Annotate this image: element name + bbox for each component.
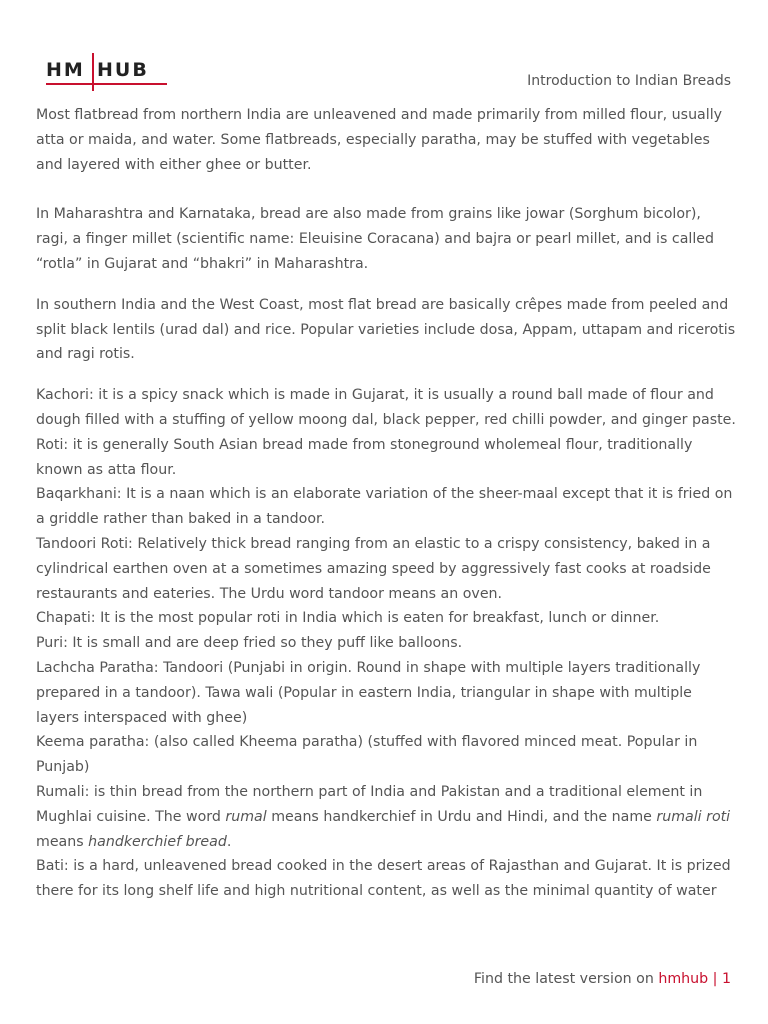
rumali-text-2: means handkerchief in Urdu and Hindi, and the name bbox=[266, 808, 657, 825]
rumali-text-3: means bbox=[36, 833, 89, 850]
rumali-italic-rumali-roti: rumali roti bbox=[656, 808, 731, 825]
bread-entry-roti: Roti: it is generally South Asian bread made from stoneground wholemeal flour, traditionally known as atta flour. bbox=[36, 436, 693, 478]
bread-entry-lachcha-paratha: Lachcha Paratha: Tandoori (Punjabi in origin. Round in shape with multiple layers traditionally prepared in a tandoor). Tawa wali (Popular in eastern India, triangular in shape with multiple layers interspaced with ghee) bbox=[36, 659, 701, 726]
footer-text: Find the latest version on bbox=[473, 971, 659, 987]
page-number: 1 bbox=[721, 971, 731, 987]
bread-entry-rumali bbox=[36, 780, 736, 854]
bread-entry-keema-paratha: Keema paratha: (also called Kheema paratha) (stuffed with flavored minced meat. Popular in Punjab) bbox=[36, 734, 698, 776]
rumali-italic-rumal: rumal bbox=[225, 808, 267, 825]
logo-text-hm: HM bbox=[46, 59, 85, 81]
bread-entry-baqarkhani: Baqarkhani: It is a naan which is an elaborate variation of the sheer-maal except that it is fried on a griddle rather than baked in a tandoor. bbox=[36, 486, 733, 528]
logo-underline bbox=[46, 83, 167, 85]
bread-entry-bati: Bati: is a hard, unleavened bread cooked in the desert areas of Rajasthan and Gujarat. It is prized there for its long shelf life and high nutritional content, as well as the minimal quantity of water bbox=[36, 858, 731, 900]
bread-entry-kachori: Kachori: it is a spicy snack which is made in Gujarat, it is usually a round ball made of flour and dough filled with a stuffing of yellow moong dal, black pepper, red chilli powder, and ginger paste. bbox=[36, 387, 736, 428]
rumali-text-1: Rumali: is thin bread from the northern part of India and Pakistan and a traditional element in Mughlai cuisine. The word bbox=[36, 783, 703, 825]
paragraph-northern-india: Most flatbread from northern India are unleavened and made primarily from milled flour, usually atta or maida, and water. Some flatbreads, especially paratha, may be stuffed with vegetables and layered with either ghee or butter. bbox=[36, 107, 723, 173]
logo-divider bbox=[92, 53, 94, 91]
paragraph-southern-india: In southern India and the West Coast, most flat bread are basically crêpes made from peeled and split black lentils (urad dal) and rice. Popular varieties include dosa, Appam, uttapam and ricerotis and ragi rotis. bbox=[36, 296, 736, 363]
rumali-text-4: . bbox=[226, 833, 232, 850]
document-body bbox=[36, 103, 736, 904]
footer-separator: | bbox=[708, 971, 722, 987]
bread-entry-chapati: Chapati: It is the most popular roti in India which is eaten for breakfast, lunch or dinner. bbox=[36, 610, 660, 627]
logo-text-hub: HUB bbox=[97, 59, 149, 81]
page-footer bbox=[474, 971, 731, 987]
document-title: Introduction to Indian Breads bbox=[527, 73, 731, 89]
bread-entry-tandoori-roti: Tandoori Roti: Relatively thick bread ranging from an elastic to a crispy consistency, baked in a cylindrical earthen oven at a sometimes amazing speed by aggressively fast cooks at roadside restaurants and eateries. The Urdu word tandoor means an oven. bbox=[36, 535, 711, 602]
rumali-italic-handkerchief-bread: handkerchief bread bbox=[88, 833, 227, 850]
bread-entry-puri: Puri: It is small and are deep fried so they puff like balloons. bbox=[36, 635, 463, 652]
footer-hmhub-link[interactable]: hmhub bbox=[658, 971, 709, 987]
paragraph-maharashtra-karnataka: In Maharashtra and Karnataka, bread are also made from grains like jowar (Sorghum bicolor), ragi, a finger millet (scientific name: Eleuisine Coracana) and bajra or pearl millet, and is called “rotla” in Gujarat and “bhakri” in Maharashtra. bbox=[36, 206, 715, 272]
